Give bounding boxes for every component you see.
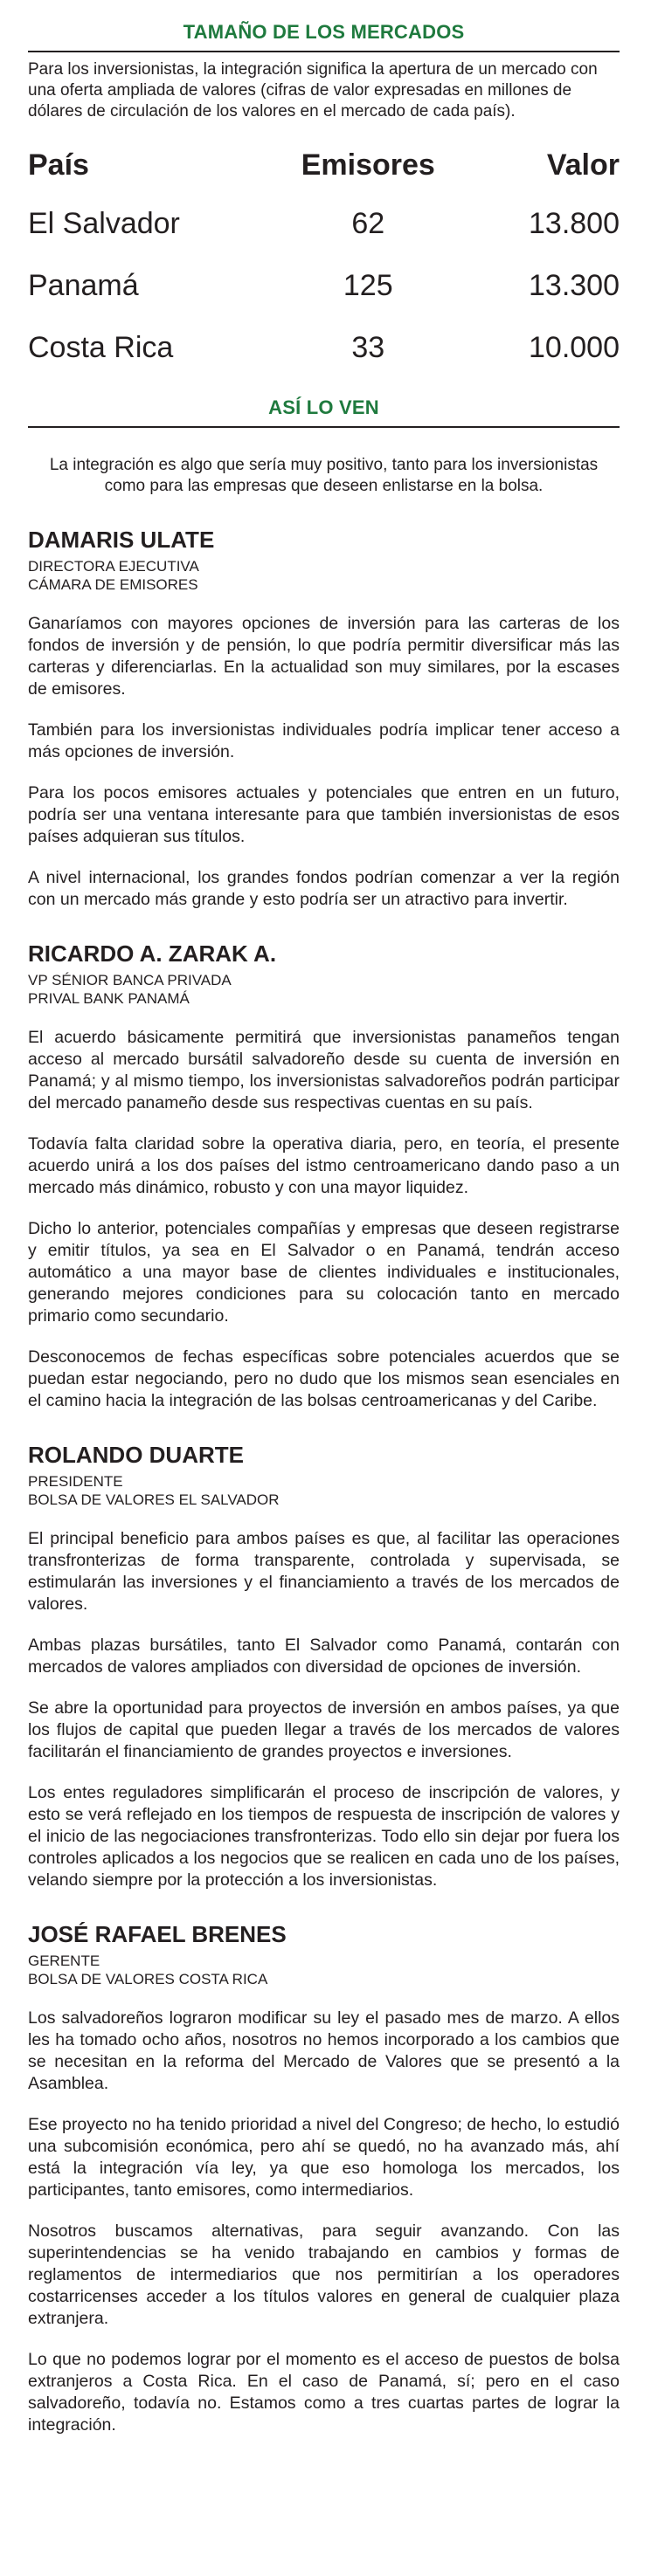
quote-paragraph: El acuerdo básicamente permitirá que inversionistas panameños tengan acceso al mercado bursátil salvadoreño desde su cuenta de inversión en Panamá; y al mismo tiempo, los inversionistas salvadoreños podrán participar del mercado panameño desde sus respectivas cuentas en su país. — [28, 1028, 620, 1112]
person-name: RICARDO A. ZARAK A. — [28, 940, 277, 967]
person-name: DAMARIS ULATE — [28, 527, 215, 553]
cell-country: Costa Rica — [28, 331, 174, 364]
views-lead: La integración es algo que sería muy positivo, tanto para los inversionistas como para las empresas que deseen enlistarse en la bolsa. — [49, 456, 599, 495]
table-row — [28, 257, 620, 319]
person-organization: PRIVAL BANK PANAMÁ — [28, 990, 190, 1007]
person-block — [28, 527, 620, 911]
quote-paragraph: Todavía falta claridad sobre la operativa diaria, pero, en teoría, el presente acuerdo unirá a los dos países del istmo centroamericano dando paso a un mercado más dinámico, robusto y con una mayor liquidez. — [28, 1134, 620, 1197]
markets-intro: Para los inversionistas, la integración significa la apertura de un mercado con una oferta ampliada de valores (cifras de valor expresadas en millones de dólares de circulación de los valores en el mercado de cada país). — [28, 60, 598, 121]
person-title: VP SÉNIOR BANCA PRIVADA — [28, 972, 232, 988]
person-name: JOSÉ RAFAEL BRENES — [28, 1921, 287, 1947]
quote-paragraph: Lo que no podemos lograr por el momento es el acceso de puestos de bolsa extranjeros a Costa Rica. En el caso de Panamá, sí; pero en el caso salvadoreño, todavía no. Estamos como a tres cuartas partes de lograr la integración. — [28, 2350, 620, 2435]
cell-issuers: 62 — [351, 207, 385, 240]
quote-paragraph: A nivel internacional, los grandes fondos podrían comenzar a ver la región con un mercado más grande y esto podría ser un atractivo para invertir. — [28, 868, 620, 909]
quote-paragraph: Dicho lo anterior, potenciales compañías y empresas que deseen registrarse y emitir títulos, ya sea en El Salvador o en Panamá, tendrán acceso automático a una mayor base de clientes individuales e institucionales, generando mejores condiciones para su colocación tanto en mercado primario como secundario. — [28, 1219, 620, 1326]
quote-paragraph: Ese proyecto no ha tenido prioridad a nivel del Congreso; de hecho, lo estudió una subcomisión económica, pero ahí se quedó, no ha avanzado más, ahí está la integración vía ley, ya que eso homologa los mercados, los participantes, tanto emisores, como intermediarios. — [28, 2115, 620, 2200]
quote-paragraph: También para los inversionistas individuales podría implicar tener acceso a más opciones de inversión. — [28, 720, 620, 761]
cell-value: 13.800 — [529, 207, 620, 240]
table-header-row — [28, 134, 620, 195]
person-organization: BOLSA DE VALORES EL SALVADOR — [28, 1491, 280, 1508]
person-title: PRESIDENTE — [28, 1473, 123, 1490]
table-row — [28, 195, 620, 257]
cell-issuers: 33 — [351, 331, 385, 364]
cell-country: El Salvador — [28, 207, 180, 240]
person-title: GERENTE — [28, 1953, 100, 1969]
quote-paragraph: Ganaríamos con mayores opciones de inversión para las carteras de los fondos de inversión y de pensión, lo que podría permitir diversificar más las carteras y diferenciarlas. En la actualidad son muy similares, por la escases de emisores. — [28, 614, 620, 699]
cell-value: 10.000 — [529, 331, 620, 364]
person-organization: CÁMARA DE EMISORES — [28, 576, 198, 593]
views-heading: ASÍ LO VEN — [28, 396, 620, 428]
person-block — [28, 1921, 620, 2436]
column-header-value: Valor — [546, 148, 620, 182]
quote-paragraph: Los entes reguladores simplificarán el proceso de inscripción de valores, y esto se verá reflejado en los tiempos de respuesta de inscripción de valores y el inicio de las negociaciones transfronterizas. Todo ello sin dejar por fuera los controles aplicados a los negocios que se realicen en cada uno de los países, velando siempre por la protección a los inversionistas. — [28, 1783, 620, 1890]
person-title: DIRECTORA EJECUTIVA — [28, 558, 199, 575]
table-row — [28, 319, 620, 381]
person-block — [28, 940, 620, 1412]
quote-paragraph: El principal beneficio para ambos países es que, al facilitar las operaciones transfronterizas de forma transparente, controlada y supervisada, se estimularán las inversiones y el financiamiento a través de los mercados de valores. — [28, 1529, 620, 1614]
person-block — [28, 1442, 620, 1891]
person-organization: BOLSA DE VALORES COSTA RICA — [28, 1971, 268, 1987]
cell-country: Panamá — [28, 269, 139, 302]
markets-heading: TAMAÑO DE LOS MERCADOS — [28, 21, 620, 52]
person-name: ROLANDO DUARTE — [28, 1442, 244, 1468]
quote-paragraph: Los salvadoreños lograron modificar su ley el pasado mes de marzo. A ellos les ha tomado ocho años, nosotros no hemos incorporado a los cambios que se necesitan en la reforma del Mercado de Valores que se presentó a la Asamblea. — [28, 2008, 620, 2093]
quote-paragraph: Nosotros buscamos alternativas, para seguir avanzando. Con las superintendencias se ha venido trabajando en cambios y formas de reglamentos de intermediarios que nos permitirían a los operadores costarricenses acceder a los títulos valores en general de cualquier plaza extranjera. — [28, 2221, 620, 2328]
quote-paragraph: Para los pocos emisores actuales y potenciales que entren en un futuro, podría ser una ventana interesante para que también inversionistas de esos países adquieran sus títulos. — [28, 783, 620, 846]
quote-paragraph: Se abre la oportunidad para proyectos de inversión en ambos países, ya que los flujos de capital que pueden llegar a través de los mercados de valores facilitarán el financiamiento de grandes proyectos e inversiones. — [28, 1698, 620, 1761]
cell-issuers: 125 — [343, 269, 393, 302]
column-header-country: País — [28, 148, 89, 182]
quote-paragraph: Desconocemos de fechas específicas sobre potenciales acuerdos que se puedan estar negociando, pero no dudo que los mismos sean esenciales en el camino hacia la integración de las bolsas centroamericanas y del Caribe. — [28, 1347, 620, 1410]
markets-table — [28, 134, 620, 381]
cell-value: 13.300 — [529, 269, 620, 302]
quote-paragraph: Ambas plazas bursátiles, tanto El Salvador como Panamá, contarán con mercados de valores ampliados con diversidad de opciones de inversión. — [28, 1636, 620, 1677]
column-header-issuers: Emisores — [301, 148, 435, 182]
